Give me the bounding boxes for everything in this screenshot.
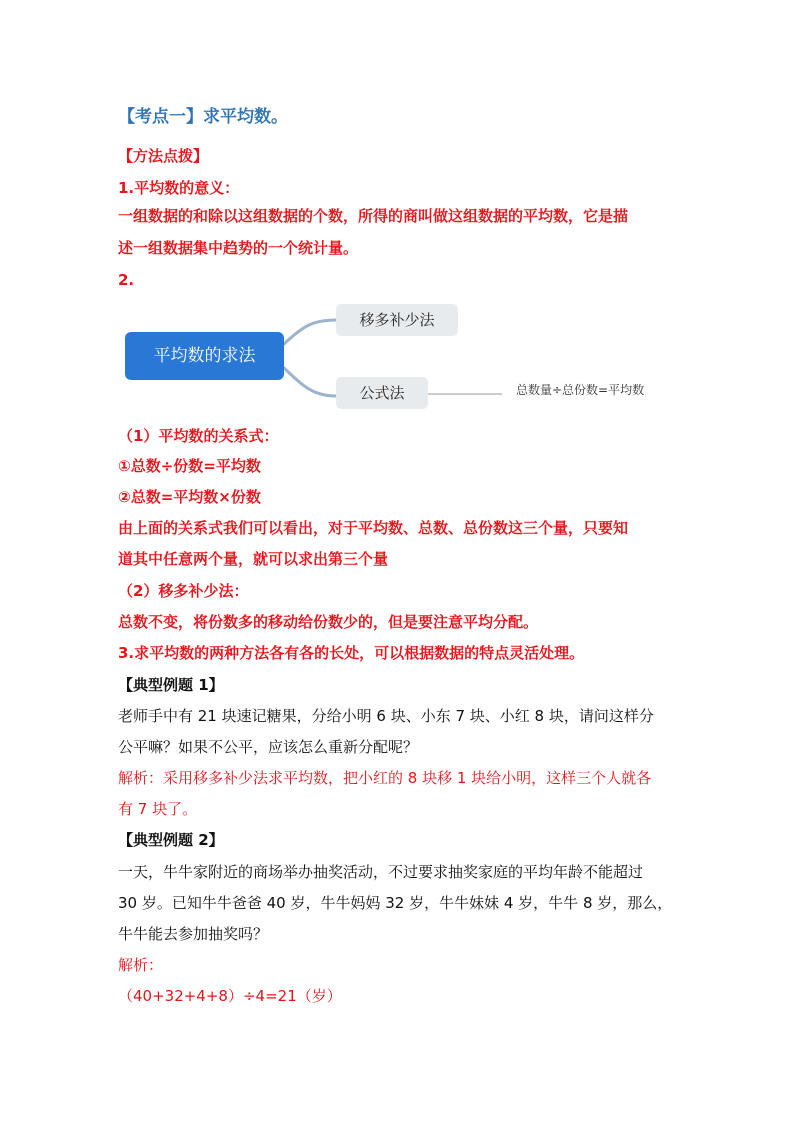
example1-answer-line1: 解析：采用移多补少法求平均数，把小红的 8 块移 1 块给小明，这样三个人就各 [118,769,652,787]
point1-text-line1: 一组数据的和除以这组数据的个数，所得的商叫做这组数据的平均数，它是描 [118,207,629,225]
example1-question-line2: 公平嘛？如果不公平，应该怎么重新分配呢？ [118,738,419,756]
mindmap-child-node-formula: 公式法 [336,377,428,409]
point2-label: 2. [118,271,135,289]
example2-question-line1: 一天，牛牛家附近的商场举办抽奖活动，不过要求抽奖家庭的平均年龄不能超过 [118,863,644,881]
example1-answer-line2: 有 7 块了。 [118,800,198,818]
point3-text: 3.求平均数的两种方法各有各的长处，可以根据数据的特点灵活处理。 [118,644,585,662]
method2-title: （2）移多补少法： [118,582,249,600]
connector-to-child1 [284,320,336,344]
example2-answer-label: 解析： [118,956,164,974]
example2-label: 【典型例题 2】 [118,831,224,849]
example1-label: 【典型例题 1】 [118,676,224,694]
relation-text-line1: 由上面的关系式我们可以看出，对于平均数、总数、总份数这三个量，只要知 [118,519,629,537]
relation-text-line2: 道其中任意两个量，就可以求出第三个量 [118,550,389,568]
method2-text: 总数不变，将份数多的移动给份数少的，但是要注意平均分配。 [118,613,539,631]
connector-to-child2 [284,368,336,396]
formula-1: ①总数÷份数=平均数 [118,457,261,475]
mindmap-child-node-move: 移多补少法 [336,304,458,336]
mindmap-formula-note: 总数量÷总份数=平均数 [516,383,645,397]
example1-question-line1: 老师手中有 21 块速记糖果，分给小明 6 块、小东 7 块、小红 8 块，请问这样分 [118,707,654,725]
method-label: 【方法点拨】 [118,147,209,165]
example2-answer-calc: （40+32+4+8）÷4=21（岁） [118,987,342,1005]
formula-2: ②总数=平均数×份数 [118,488,261,506]
relation-title: （1）平均数的关系式： [118,427,279,445]
section-heading: 【考点一】求平均数。 [118,107,288,127]
point1-title: 1.平均数的意义： [118,179,240,197]
example2-question-line2: 30 岁。已知牛牛爸爸 40 岁，牛牛妈妈 32 岁，牛牛妹妹 4 岁，牛牛 8 岁，那么， [118,894,673,912]
mindmap-root-node: 平均数的求法 [125,332,284,380]
mindmap-diagram [118,296,678,416]
example2-question-line3: 牛牛能去参加抽奖吗？ [118,925,269,943]
point1-text-line2: 述一组数据集中趋势的一个统计量。 [118,239,359,257]
